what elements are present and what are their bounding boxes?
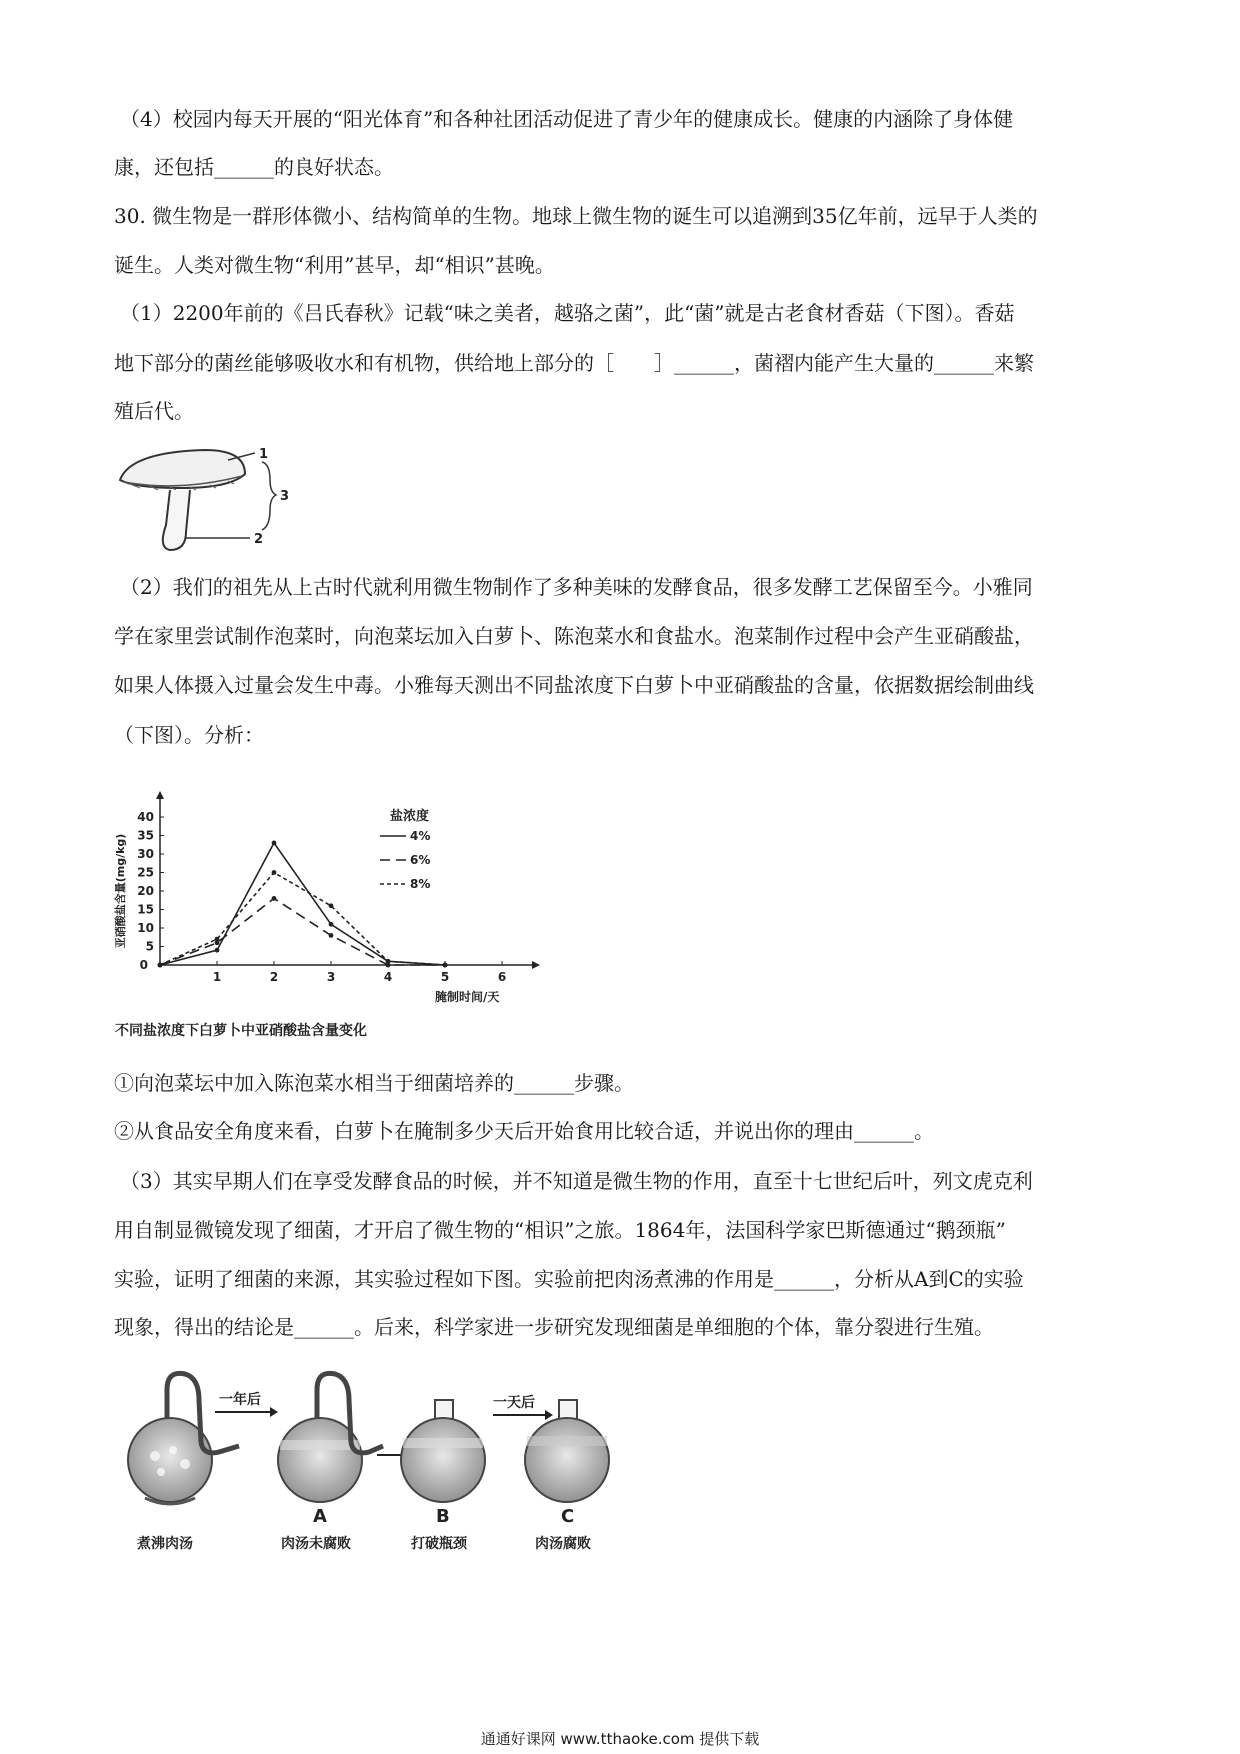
mushroom-cap bbox=[120, 450, 245, 488]
nitrite-chart bbox=[110, 780, 550, 1050]
chart-title: 不同盐浓度下白萝卜中亚硝酸盐含量变化 bbox=[115, 1023, 367, 1039]
q30-3-line-4: 现象，得出的结论是______。后来，科学家进一步研究发现细菌是单细胞的个体，靠分裂进行生殖。 bbox=[114, 1315, 994, 1339]
x-axis-title: 腌制时间/天 bbox=[435, 990, 500, 1004]
y-axis-title: 亚硝酸盐含量(mg/kg) bbox=[114, 833, 127, 949]
mushroom-stalk bbox=[163, 490, 190, 550]
q30-2-line-4: （下图）。分析： bbox=[114, 723, 264, 747]
series-line-8% bbox=[160, 873, 445, 966]
y-tick-label: 15 bbox=[137, 902, 154, 917]
data-point-8% bbox=[386, 959, 391, 964]
q30-3-line-1: （3）其实早期人们在享受发酵食品的时候，并不知道是微生物的作用，直至十七世纪后叶，列文虎克利 bbox=[120, 1169, 1033, 1193]
y-tick-label: 35 bbox=[137, 828, 154, 843]
data-point-8% bbox=[443, 963, 448, 968]
q30-intro-line-2: 诞生。人类对微生物“利用”甚早，却“相识”甚晚。 bbox=[114, 253, 555, 277]
label-a: A bbox=[313, 1506, 327, 1527]
x-tick-label: 6 bbox=[497, 970, 507, 984]
data-point-6% bbox=[272, 896, 277, 901]
x-tick-label: 2 bbox=[269, 970, 279, 984]
label-1: 1 bbox=[259, 447, 269, 462]
q30-2-question-b: ②从食品安全角度来看，白萝卜在腌制多少天后开始食用比较合适，并说出你的理由______。 bbox=[114, 1119, 934, 1143]
q30-intro-line-1: 30. 微生物是一群形体微小、结构简单的生物。地球上微生物的诞生可以追溯到35亿年前，远早于人类的 bbox=[114, 204, 1038, 228]
x-tick-label: 4 bbox=[383, 970, 393, 984]
y-tick-label: 25 bbox=[137, 865, 154, 880]
y-tick-label: 5 bbox=[145, 939, 154, 954]
q30-2-line-2: 学在家里尝试制作泡菜时，向泡菜坛加入白萝卜、陈泡菜水和食盐水。泡菜制作过程中会产生亚硝酸盐， bbox=[114, 624, 1034, 648]
caption-c: 肉汤腐败 bbox=[535, 1536, 591, 1550]
page-footer: 通通好课网 www.tthaoke.com 提供下载 bbox=[480, 1730, 760, 1748]
q30-1-line-3: 殖后代。 bbox=[114, 399, 194, 423]
x-axis-arrow bbox=[532, 961, 540, 969]
y-axis-arrow bbox=[156, 791, 164, 799]
data-point-8% bbox=[329, 903, 334, 908]
y-tick-label: 20 bbox=[137, 884, 154, 898]
mushroom-figure bbox=[110, 440, 310, 560]
q30-3-line-3: 实验，证明了细菌的来源，其实验过程如下图。实验前把肉汤煮沸的作用是______，分析从A到C的实验 bbox=[114, 1267, 1024, 1291]
caption-boiling: 煮沸肉汤 bbox=[137, 1536, 193, 1550]
q30-1-line-1: （1）2200年前的《吕氏春秋》记载“味之美者，越骆之菌”，此“菌”就是古老食材香菇（下图）。香菇 bbox=[120, 301, 1015, 325]
data-point-8% bbox=[272, 870, 277, 875]
q29-4-line-1: （4）校园内每天开展的“阳光体育”和各种社团活动促进了青少年的健康成长。健康的内涵除了身体健 bbox=[120, 107, 1014, 131]
origin-label: 0 bbox=[139, 958, 148, 972]
data-point-6% bbox=[329, 933, 334, 938]
flask-a bbox=[278, 1373, 383, 1502]
x-tick-label: 1 bbox=[212, 970, 222, 984]
label-c: C bbox=[561, 1506, 575, 1527]
data-point-4% bbox=[215, 948, 220, 953]
series-line-4% bbox=[160, 843, 445, 965]
pasteur-flask-figure bbox=[115, 1360, 675, 1550]
legend-label: 8% bbox=[410, 877, 431, 891]
q29-4-line-2: 康，还包括______的良好状态。 bbox=[114, 155, 394, 179]
y-tick-label: 30 bbox=[137, 847, 154, 861]
legend-label: 6% bbox=[410, 853, 431, 867]
q30-3-line-2: 用自制显微镜发现了细菌，才开启了微生物的“相识”之旅。1864年，法国科学家巴斯德通过“鹅颈瓶” bbox=[114, 1218, 1006, 1242]
q30-2-line-1: （2）我们的祖先从上古时代就利用微生物制作了多种美味的发酵食品，很多发酵工艺保留至今。小雅同 bbox=[120, 575, 1033, 599]
caption-a: 肉汤未腐败 bbox=[281, 1536, 351, 1550]
x-tick-label: 3 bbox=[326, 970, 336, 984]
x-tick-label: 5 bbox=[440, 970, 450, 984]
q30-2-question-a: ①向泡菜坛中加入陈泡菜水相当于细菌培养的______步骤。 bbox=[114, 1071, 634, 1095]
y-tick-label: 40 bbox=[137, 810, 154, 824]
q30-2-line-3: 如果人体摄入过量会发生中毒。小雅每天测出不同盐浓度下白萝卜中亚硝酸盐的含量，依据数据绘制曲线 bbox=[114, 673, 1034, 697]
label-3: 3 bbox=[280, 489, 290, 504]
data-point-4% bbox=[329, 922, 334, 927]
label-2: 2 bbox=[254, 532, 264, 547]
legend-title: 盐浓度 bbox=[390, 809, 430, 824]
data-point-8% bbox=[158, 963, 163, 968]
legend-label: 4% bbox=[410, 829, 431, 843]
y-tick-label: 10 bbox=[137, 921, 154, 935]
arrow-2-label: 一天后 bbox=[493, 1395, 535, 1411]
flask-b bbox=[401, 1400, 485, 1502]
q30-1-line-2: 地下部分的菌丝能够吸收水和有机物，供给地上部分的［ ］______，菌褶内能产生大量的______来繁 bbox=[114, 351, 1034, 375]
arrow-1-label: 一年后 bbox=[219, 1392, 261, 1408]
label-b: B bbox=[436, 1506, 450, 1527]
series-line-6% bbox=[160, 898, 445, 965]
caption-b: 打破瓶颈 bbox=[411, 1536, 467, 1550]
data-point-4% bbox=[272, 841, 277, 846]
data-point-8% bbox=[215, 937, 220, 942]
